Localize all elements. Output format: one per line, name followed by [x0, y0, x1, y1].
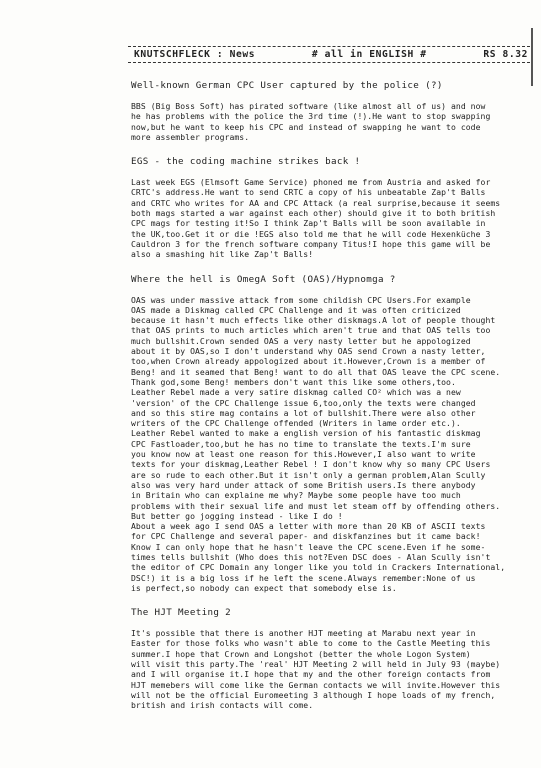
text-line: more assembler programs. — [131, 131, 250, 142]
text-line: texts for your diskmag,Leather Rebel ! I don't know why so many CPC Users — [131, 459, 491, 470]
text-line: that OAS prints to much articles which aren't true and that OAS tells too — [131, 325, 491, 336]
text-line: are so rude to each other.But it isn't only a german problem,Alan Scully — [131, 469, 486, 480]
text-line: DSC!) it is a big loss if he left the scene.Always remember:None of us — [131, 572, 476, 583]
text-line: CPC mags for testing it!So I think Zap't Balls will be soon available in — [131, 218, 486, 229]
margin-mark — [531, 28, 533, 86]
text-line: and I will organise it.I hope that my and the other foreign contacts from — [131, 669, 491, 680]
text-line: the UK,too.Get it or die !EGS also told me that he will code Hexenküche 3 — [131, 228, 491, 239]
issue-number: RS 8.32 — [483, 49, 528, 60]
article-section — [131, 156, 536, 259]
text-line: But better go jogging instead - like I do ! — [131, 510, 343, 521]
magazine-name: KNUTSCHFLECK : News — [134, 49, 256, 60]
header-row — [128, 47, 530, 62]
article-body — [131, 80, 536, 725]
text-line: now,but he want to keep his CPC and instead of swapping he want to code — [131, 121, 481, 132]
text-line: is perfect,so nobody can expect that somebody else is. — [131, 582, 397, 593]
section-title: Where the hell is OmegA Soft (OAS)/Hypnomga ? — [131, 273, 396, 285]
article-section — [131, 274, 536, 594]
text-line: About a week ago I send OAS a letter with more than 20 KB of ASCII texts — [131, 521, 486, 532]
text-line: OAS was under massive attack from some childish CPC Users.For example — [131, 294, 471, 305]
section-title: EGS - the coding machine strikes back ! — [131, 156, 361, 168]
text-line: It's possible that there is another HJT meeting at Marabu next year in — [131, 628, 476, 639]
text-line: HJT memebers will come like the German contacts we will invite.However this — [131, 679, 501, 690]
text-line: Beng! and it seamed that Beng! want to do all that OAS leave the CPC scene. — [131, 366, 501, 377]
page-header — [128, 46, 530, 63]
language-note: # all in ENGLISH # — [311, 49, 427, 60]
text-line: and CRTC who writes for AA and CPC Attack (a real surprise,because it seems — [131, 197, 501, 208]
text-line: he has problems with the police the 3rd time (!).He want to stop swapping — [131, 111, 491, 122]
text-line: for CPC Challenge and several paper- and diskfanzines but it came back! — [131, 531, 481, 542]
text-line: times tells bullshit (Who does this not?Even DSC does - Alan Scully isn't — [131, 551, 491, 562]
section-title: Well-known German CPC User captured by the police (?) — [131, 80, 443, 91]
text-line: Last week EGS (Elmsoft Game Service) phoned me from Austria and asked for — [131, 177, 491, 188]
text-line: british and irish contacts will come. — [131, 700, 314, 711]
text-line: also a smashing hit like Zap't Balls! — [131, 249, 314, 260]
text-line: problems with their sexual life and must let steam off by offending others. — [131, 500, 501, 511]
section-paragraph — [131, 628, 536, 710]
section-paragraph — [131, 177, 536, 259]
text-line: and so this stire mag contains a lot of bullshit.There were also other — [131, 407, 476, 418]
text-line: Leather Rebel made a very satire diskmag called CO² which was a new — [131, 387, 461, 398]
text-line: will visit this party.The 'real' HJT Meeting 2 will held in July 93 (maybe) — [131, 659, 501, 670]
article-section — [131, 607, 536, 710]
text-line: BBS (Big Boss Soft) has pirated software (like almost all of us) and now — [131, 101, 486, 111]
text-line: CPC Fastloader,too,but he has no time to translate the texts.I'm sure — [131, 438, 471, 449]
text-line: OAS made a Diskmag called CPC Challenge and it was often criticized — [131, 304, 461, 315]
text-line: Cauldron 3 for the french software company Titus!I hope this game will be — [131, 238, 491, 249]
header-rule-bottom — [128, 62, 530, 63]
text-line: the editor of CPC Domain any longer like you told in Crackers International, — [131, 562, 506, 573]
text-line: 'version' of the CPC Challenge issue 6,too,only the texts were changed — [131, 397, 476, 408]
text-line: Easter for those folks who wasn't able to come to the Castle Meeting this — [131, 638, 491, 649]
text-line: in Britain who can explaine me why? Maybe some people have too much — [131, 490, 461, 501]
text-line: much bullshit.Crown sended OAS a very nasty letter but he appologized — [131, 335, 471, 346]
section-paragraph — [131, 101, 536, 142]
text-line: about it by OAS,so I don't understand why OAS send Crown a nasty letter, — [131, 346, 486, 357]
text-line: both mags started a war against each other) should give it to both british — [131, 208, 496, 219]
article-section — [131, 80, 536, 142]
text-line: summer.I hope that Crown and Longshot (better the whole Logon System) — [131, 648, 471, 659]
text-line: too,when Crown already appologized about it.However,Crown is a member of — [131, 356, 486, 367]
text-line: also was very hard under attack of some British users.Is there anybody — [131, 479, 476, 490]
text-line: will not be the official Euromeeting 3 although I hope loads of my french, — [131, 689, 496, 700]
text-line: Know I can only hope that he hasn't leave the CPC scene.Even if he some- — [131, 541, 486, 552]
text-line: you know now at least one reason for this.However,I also want to write — [131, 449, 476, 460]
text-line: because it hasn't much effects like other diskmags.A lot of people thought — [131, 315, 496, 326]
section-title: The HJT Meeting 2 — [131, 607, 231, 619]
text-line: CRTC's address.He want to send CRTC a copy of his unbeatable Zap't Balls — [131, 187, 486, 198]
section-paragraph — [131, 295, 536, 594]
text-line: writers of the CPC Challenge offended (Writers in lame order etc.). — [131, 418, 461, 429]
text-line: Leather Rebel wanted to make a english version of his fantastic diskmag — [131, 428, 481, 439]
text-line: Thank god,some Beng! members don't want this like some others,too. — [131, 376, 456, 387]
